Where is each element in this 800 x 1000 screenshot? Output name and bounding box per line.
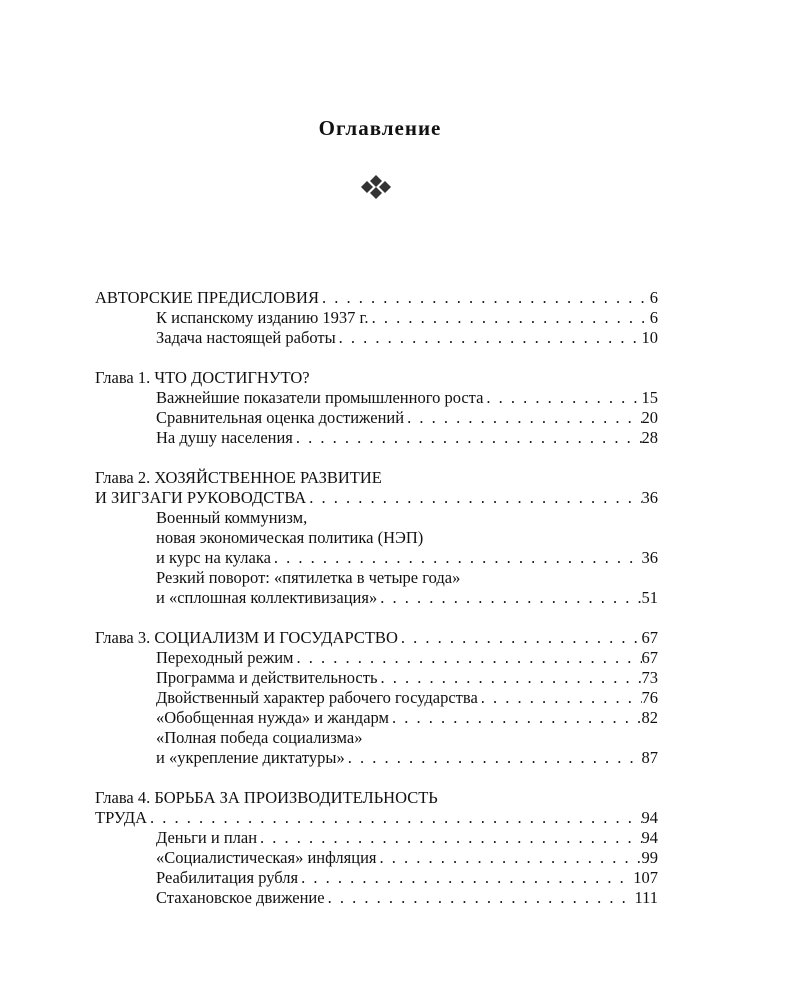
toc-page-number: 6	[649, 308, 658, 327]
toc-subentry	[95, 568, 658, 588]
toc-entry-title: Важнейшие показатели промышленного роста	[156, 388, 484, 407]
dot-leader	[483, 388, 641, 408]
toc-entry-title: Глава 2. ХОЗЯЙСТВЕННОЕ РАЗВИТИЕ	[95, 468, 382, 487]
toc-subentry	[95, 308, 658, 328]
dot-leader	[404, 408, 641, 428]
toc-page-number: 36	[641, 488, 658, 507]
toc-section	[95, 368, 658, 448]
dot-leader	[271, 548, 642, 568]
toc-entry-title: Глава 1. ЧТО ДОСТИГНУТО?	[95, 368, 310, 387]
toc-subentry	[95, 848, 658, 868]
toc-entry-title: Резкий поворот: «пятилетка в четыре года»	[156, 568, 461, 587]
toc-section	[95, 468, 658, 608]
dot-leader	[319, 288, 644, 308]
toc-entry-title: Программа и действительность	[156, 668, 378, 687]
toc-page-number: 51	[641, 588, 658, 607]
toc-page-number: 82	[641, 708, 658, 727]
dot-leader	[377, 848, 642, 868]
toc-subentry	[95, 388, 658, 408]
toc-page-number: 20	[641, 408, 658, 427]
toc-page-number: 73	[641, 668, 658, 687]
toc-subentry	[95, 408, 658, 428]
toc-subentry	[95, 548, 658, 568]
table-of-contents	[95, 288, 658, 928]
dot-leader	[377, 588, 641, 608]
toc-section	[95, 788, 658, 908]
dot-leader	[398, 628, 642, 648]
toc-entry-title: Деньги и план	[156, 828, 258, 847]
toc-page-number: 94	[641, 808, 658, 827]
dot-leader	[306, 488, 641, 508]
toc-entry	[95, 788, 658, 808]
dot-leader	[377, 668, 641, 688]
toc-page-number: 94	[641, 828, 658, 847]
toc-entry-title: Реабилитация рубля	[156, 868, 299, 887]
toc-section	[95, 628, 658, 768]
toc-entry-title: К испанскому изданию 1937 г.	[156, 308, 369, 327]
toc-page-number: 15	[641, 388, 658, 407]
toc-entry	[95, 368, 658, 388]
toc-entry-title: Глава 4. БОРЬБА ЗА ПРОИЗВОДИТЕЛЬНОСТЬ	[95, 788, 438, 807]
dot-leader	[369, 308, 644, 328]
toc-entry-title: И ЗИГЗАГИ РУКОВОДСТВА	[95, 488, 307, 507]
toc-subentry	[95, 668, 658, 688]
toc-subentry	[95, 528, 658, 548]
toc-page-number: 99	[641, 848, 658, 867]
toc-page-number: 111	[634, 888, 658, 907]
dot-leader	[345, 748, 642, 768]
toc-page-number: 107	[633, 868, 658, 887]
toc-entry-title: Стахановское движение	[156, 888, 325, 907]
toc-entry-title: Глава 3. СОЦИАЛИЗМ И ГОСУДАРСТВО	[95, 628, 398, 647]
toc-subentry	[95, 648, 658, 668]
four-diamond-ornament-icon	[358, 174, 394, 200]
toc-page-number: 87	[641, 748, 658, 767]
dot-leader	[325, 888, 635, 908]
toc-subentry	[95, 508, 658, 528]
toc-subentry	[95, 868, 658, 888]
toc-subentry	[95, 428, 658, 448]
toc-page-number: 10	[641, 328, 658, 347]
toc-subentry	[95, 728, 658, 748]
toc-entry-title: Сравнительная оценка достижений	[156, 408, 405, 427]
toc-section	[95, 288, 658, 348]
toc-page-number: 28	[641, 428, 658, 447]
toc-entry-title: «Полная победа социализма»	[156, 728, 363, 747]
toc-subentry	[95, 588, 658, 608]
toc-page-number: 76	[641, 688, 658, 707]
dot-leader	[293, 428, 642, 448]
toc-entry-title: На душу населения	[156, 428, 293, 447]
toc-entry	[95, 468, 658, 488]
toc-page-number: 36	[641, 548, 658, 567]
toc-entry-title: Задача настоящей работы	[156, 328, 336, 347]
toc-subentry	[95, 828, 658, 848]
toc-entry-title: новая экономическая политика (НЭП)	[156, 528, 424, 547]
dot-leader	[389, 708, 642, 728]
toc-entry-title: и «укрепление диктатуры»	[156, 748, 345, 767]
toc-entry-title: и курс на кулака	[156, 548, 271, 567]
toc-subentry	[95, 708, 658, 728]
toc-entry-title: «Социалистическая» инфляция	[156, 848, 377, 867]
toc-entry	[95, 288, 658, 308]
page-title: Оглавление	[318, 116, 442, 140]
toc-entry	[95, 628, 658, 648]
dot-leader	[478, 688, 642, 708]
dot-leader	[294, 648, 642, 668]
toc-subentry	[95, 888, 658, 908]
dot-leader	[147, 808, 641, 828]
dot-leader	[298, 868, 633, 888]
toc-entry	[95, 488, 658, 508]
toc-entry-title: и «сплошная коллективизация»	[156, 588, 378, 607]
toc-entry-title: ТРУДА	[95, 808, 148, 827]
toc-entry-title: Двойственный характер рабочего государства	[156, 688, 478, 707]
dot-leader	[257, 828, 641, 848]
toc-page-number: 67	[641, 628, 658, 647]
toc-entry-title: Военный коммунизм,	[156, 508, 308, 527]
toc-subentry	[95, 688, 658, 708]
toc-entry-title: «Обобщенная нужда» и жандарм	[156, 708, 389, 727]
toc-subentry	[95, 328, 658, 348]
toc-entry-title: Переходный режим	[156, 648, 294, 667]
toc-subentry	[95, 748, 658, 768]
toc-page-number: 6	[649, 288, 658, 307]
toc-entry-title: АВТОРСКИЕ ПРЕДИСЛОВИЯ	[95, 288, 319, 307]
dot-leader	[336, 328, 642, 348]
toc-entry	[95, 808, 658, 828]
toc-page-number: 67	[641, 648, 658, 667]
